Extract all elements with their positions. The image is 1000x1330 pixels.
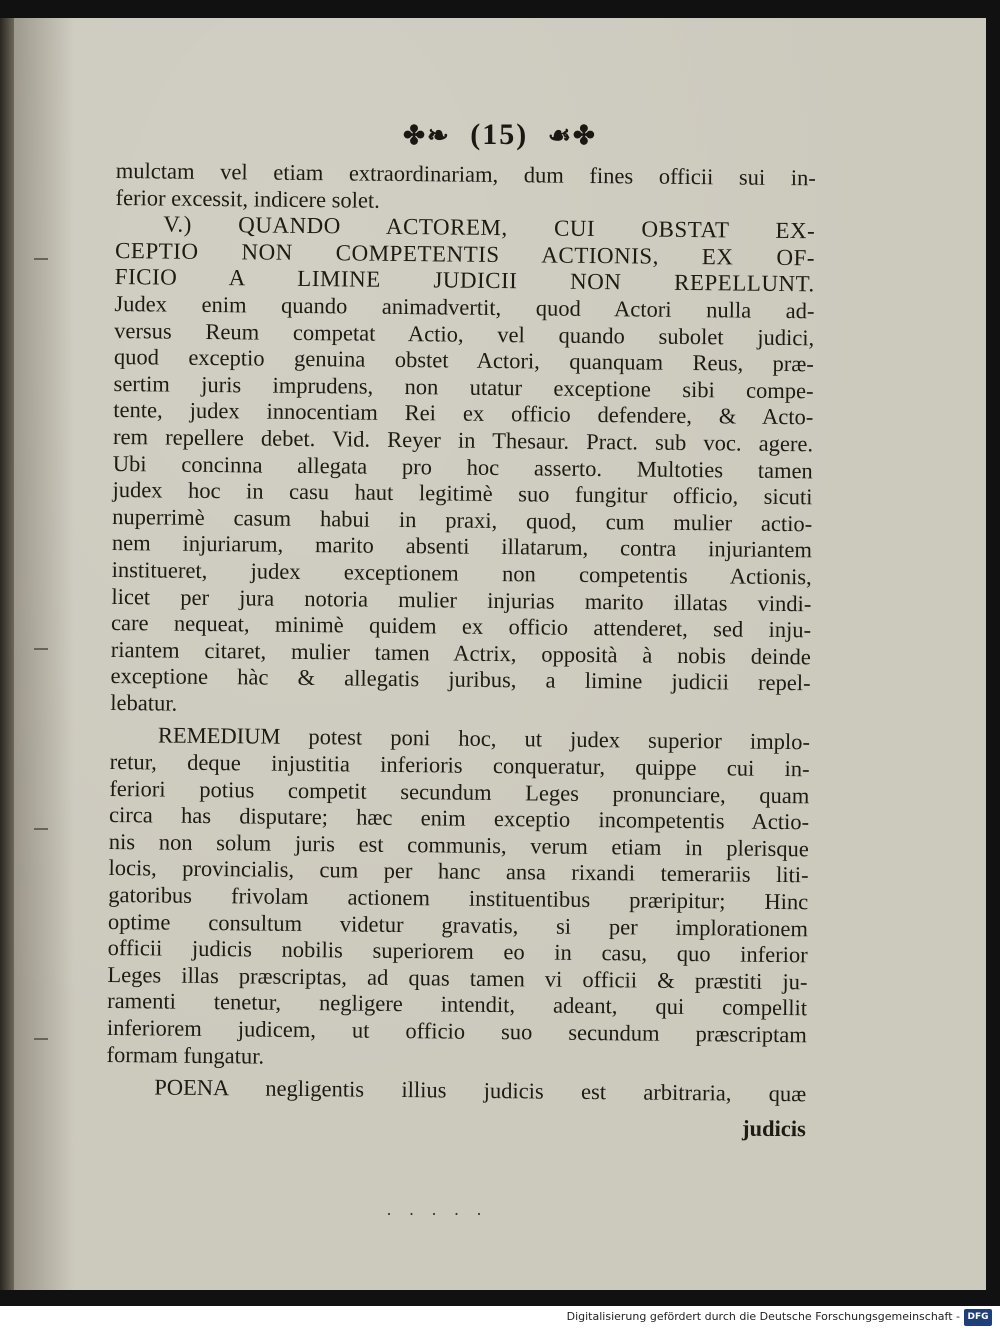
text-line: POENA negligentis illius judicis est arbitraria, quæ: [154, 1074, 807, 1107]
body-text: [106, 158, 816, 1143]
text-line: sertim juris imprudens, non utatur exceptione sibi compe-: [113, 370, 814, 404]
text-line: FICIO A LIMINE JUDICII NON REPELLUNT.: [114, 264, 815, 297]
text-line: rem repellere debet. Vid. Reyer in Thesaur. Pract. sub voc. agere.: [112, 423, 814, 457]
text-line: nuperrimè casum habui in praxi, quod, cum mulier actio-: [112, 503, 813, 537]
text-line: exceptione hàc & allegatis juribus, a limine judicii repel-: [110, 663, 811, 696]
text-line: Ubi concinna allegata pro hoc asserto. Multoties tamen: [112, 450, 813, 483]
funding-credit: Digitalisierung gefördert durch die Deutsche Forschungsgemeinschaft -: [566, 1310, 960, 1323]
text-line: licet per jura notoria mulier injurias marito illatas vindi-: [111, 583, 812, 616]
ornament-left-icon: ✤❧: [403, 121, 451, 150]
text-line: nem injuriarum, marito absenti illatarum, contra injuriantem: [111, 530, 813, 563]
page-left-edge: [0, 18, 14, 1290]
text-line: quod exceptio genuina obstet Actori, quanquam Reus, præ-: [113, 344, 815, 377]
page-header: [14, 118, 986, 152]
text-line: nis non solum juris est communis, verum etiam in plerisque: [108, 828, 809, 862]
ornament-right-icon: ☙✤: [547, 121, 597, 150]
text-line: V.) QUANDO ACTOREM, CUI OBSTAT EX-: [163, 211, 816, 244]
text-line: optime consultum videtur gravatis, si per implorationem: [107, 908, 809, 941]
text-line: mulctam vel etiam extraordinariam, dum fines officii sui in-: [115, 158, 816, 191]
text-line: tente, judex innocentiam Rei ex officio defendere, & Acto-: [113, 397, 814, 430]
catchword: judicis: [741, 1115, 807, 1142]
text-line: Judex enim quando animadvertit, quod Actori nulla ad-: [114, 290, 815, 324]
bottom-marks: · · · · ·: [386, 1204, 488, 1224]
page-number: (15): [470, 118, 529, 151]
text-line: inferiorem judicem, ut officio suo secundum præscriptam: [106, 1014, 807, 1048]
book-page: [14, 18, 986, 1290]
text-line: Leges illas præscriptas, ad quas tamen vi officii & præstiti ju-: [107, 961, 808, 995]
text-line: locis, provincialis, cum per hanc ansa rixandi temerariis liti-: [108, 855, 809, 888]
text-line: riantem citaret, mulier tamen Actrix, opposità à nobis deinde: [110, 636, 811, 669]
text-line: circa has disputare; hæc enim exceptio incompetentis Actio-: [108, 802, 810, 835]
text-line: formam fungatur.: [106, 1041, 265, 1069]
text-line: care nequeat, minimè quidem ex officio attenderet, sed inju-: [111, 610, 812, 643]
text-line: feriori potius competit secundum Leges pronunciare, quam: [109, 775, 810, 808]
text-line: lebatur.: [110, 689, 178, 716]
footer-bar: [0, 1306, 1000, 1330]
dfg-logo-icon: DFG: [964, 1309, 992, 1326]
text-line: ramenti tenetur, negligere intendit, adeant, qui compellit: [107, 988, 808, 1021]
text-line: REMEDIUM potest poni hoc, ut judex superior implo-: [157, 722, 811, 755]
gutter-marks: [34, 218, 42, 1118]
text-line: versus Reum competat Actio, vel quando subolet judici,: [114, 317, 815, 350]
text-line: officii judicis nobilis superiorem eo in casu, quo inferior: [107, 935, 808, 968]
text-line: gatoribus frivolam actionem instituentibus præripitur; Hinc: [108, 881, 809, 915]
text-line: institueret, judex exceptionem non competentis Actionis,: [111, 556, 812, 590]
text-line: ferior excessit, indicere solet.: [115, 184, 380, 213]
text-line: judex hoc in casu haut legitimè suo fungitur officio, sicuti: [112, 477, 813, 510]
text-line: CEPTIO NON COMPETENTIS ACTIONIS, EX OF-: [114, 237, 816, 271]
text-line: retur, deque injustitia inferioris conqueratur, quippe cui in-: [109, 749, 810, 782]
